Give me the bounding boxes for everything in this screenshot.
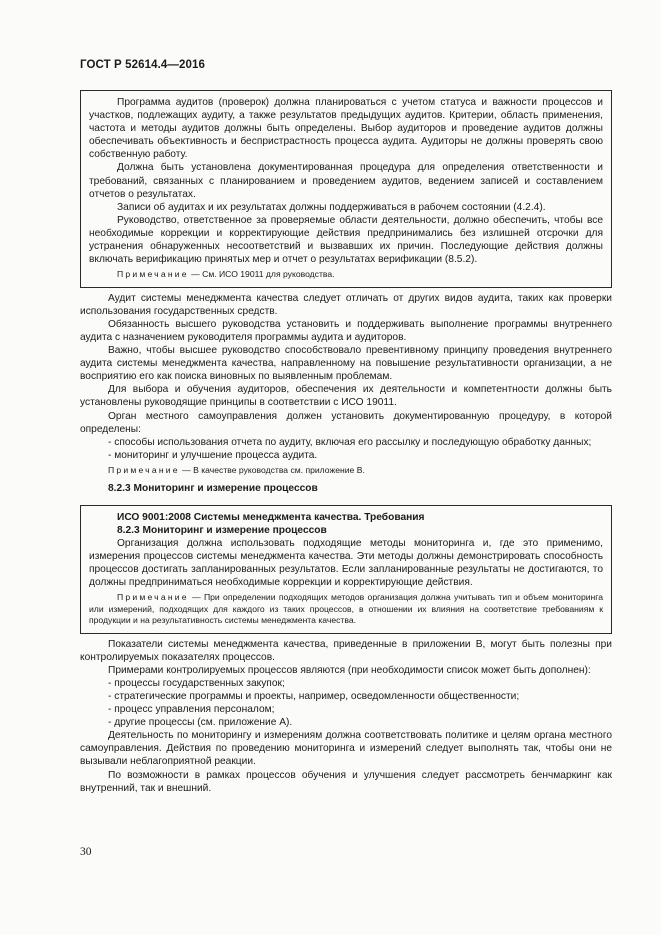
section-title: 8.2.3 Мониторинг и измерение процессов xyxy=(108,483,318,495)
note-text: — В качестве руководства см. приложение В. xyxy=(179,464,365,475)
iso-quote-box xyxy=(80,505,612,634)
box-paragraph: Организация должна использовать подходящие методы мониторинга и, где это применимо, измерения процессов системы менеджмента качества. Эти методы должны демонстрировать способность процессов достигать запланированных результатов. Если запланированные результаты не достигаются, то должны предприниматься необходимые коррекции и корректирующие действия. xyxy=(89,537,603,588)
box-note xyxy=(89,269,603,281)
body-note xyxy=(80,465,612,477)
body-paragraph: По возможности в рамках процессов обучения и улучшения следует рассмотреть бенчмаркинг как внутренний, так и внешний. xyxy=(80,769,612,794)
box-heading: ИСО 9001:2008 Системы менеджмента качества. Требования xyxy=(117,511,425,523)
list-item: - способы использования отчета по аудиту, включая его рассылку и последующую обработку данных; xyxy=(108,436,592,448)
list-item: - стратегические программы и проекты, например, осведомленности общественности; xyxy=(108,690,520,702)
box-paragraph: Руководство, ответственное за проверяемые области деятельности, должно обеспечить, чтобы все необходимые коррекции и корректирующие действия предпринимались без излишней отсрочки для устранения обнаруженных несоответствий и вызвавших их причин. Последующие действия должны включать верификацию принятых мер и отчет о результатах верификации (8.5.2). xyxy=(89,214,603,266)
list-item: - мониторинг и улучшение процесса аудита. xyxy=(108,449,318,461)
note-text: — При определении подходящих методов организация должна учитывать тип и объем мониторинга или измерений, подходящих для каждого из таких процессов, в отношении их влияния на соответствие требованиям к продукции и на результативность системы менеджмента качества. xyxy=(89,592,603,626)
body-paragraph: Аудит системы менеджмента качества следует отличать от других видов аудита, таких как проверки использования государственных средств. xyxy=(80,292,612,317)
note-label: Примечание xyxy=(117,269,189,280)
body-paragraph: Орган местного самоуправления должен установить документированную процедуру, в которой определены: xyxy=(80,410,612,435)
list-item: - процессы государственных закупок; xyxy=(108,677,285,689)
body-paragraph: Обязанность высшего руководства установить и поддерживать выполнение программы внутреннего аудита с назначением руководителя программы аудита и аудиторов. xyxy=(80,318,612,343)
body-paragraph: Для выбора и обучения аудиторов, обеспечения их деятельности и компетентности должны быть установлены руководящие принципы в соответствии с ИСО 19011. xyxy=(80,384,612,409)
page-content xyxy=(80,90,612,795)
list-item: - процесс управления персоналом; xyxy=(108,704,275,716)
box-paragraph: Программа аудитов (проверок) должна планироваться с учетом статуса и важности процессов и участков, подлежащих аудиту, а также результатов предыдущих аудитов. Критерии, область применения, частота и методы аудитов должны быть определены. Выбор аудиторов и проведение аудитов должны обеспечивать объективность и беспристрастность процесса аудита. Аудиторы не должны проверять свою собственную работу. xyxy=(89,97,603,161)
body-paragraph: Важно, чтобы высшее руководство способствовало превентивному принципу проведения внутреннего аудита системы менеджмента качества, направленному на повышение результативности организации, а не восприятию его как поиска виновных по выявленным проблемам. xyxy=(80,345,612,383)
quoted-requirements-box xyxy=(80,90,612,288)
box-paragraph: Записи об аудитах и их результатах должны поддерживаться в рабочем состоянии (4.2.4). xyxy=(117,201,546,213)
body-paragraph: Примерами контролируемых процессов являются (при необходимости список может быть дополнен): xyxy=(108,664,591,676)
box-paragraph: Должна быть установлена документированная процедура для определения ответственности и требований, связанных с планированием и проведением аудитов, ведением записей и составлением отчетов о результатах. xyxy=(89,162,603,200)
box-note xyxy=(89,592,603,627)
note-text: — См. ИСО 19011 для руководства. xyxy=(188,269,335,280)
list-item: - другие процессы (см. приложение А). xyxy=(108,717,293,729)
note-label: Примечание xyxy=(117,592,189,603)
body-paragraph: Деятельность по мониторингу и измерениям должна соответствовать политике и целям органа местного самоуправления. Действия по проведению мониторинга и измерений следует выполнять так, чтобы они не вызывали неблагоприятной реакции. xyxy=(80,730,612,768)
note-label: Примечание xyxy=(108,464,180,475)
page-number: 30 xyxy=(80,846,92,858)
box-subheading: 8.2.3 Мониторинг и измерение процессов xyxy=(117,524,327,536)
document-header: ГОСТ Р 52614.4—2016 xyxy=(80,59,205,71)
body-paragraph: Показатели системы менеджмента качества, приведенные в приложении В, могут быть полезны при контролируемых показателях процессов. xyxy=(80,638,612,663)
